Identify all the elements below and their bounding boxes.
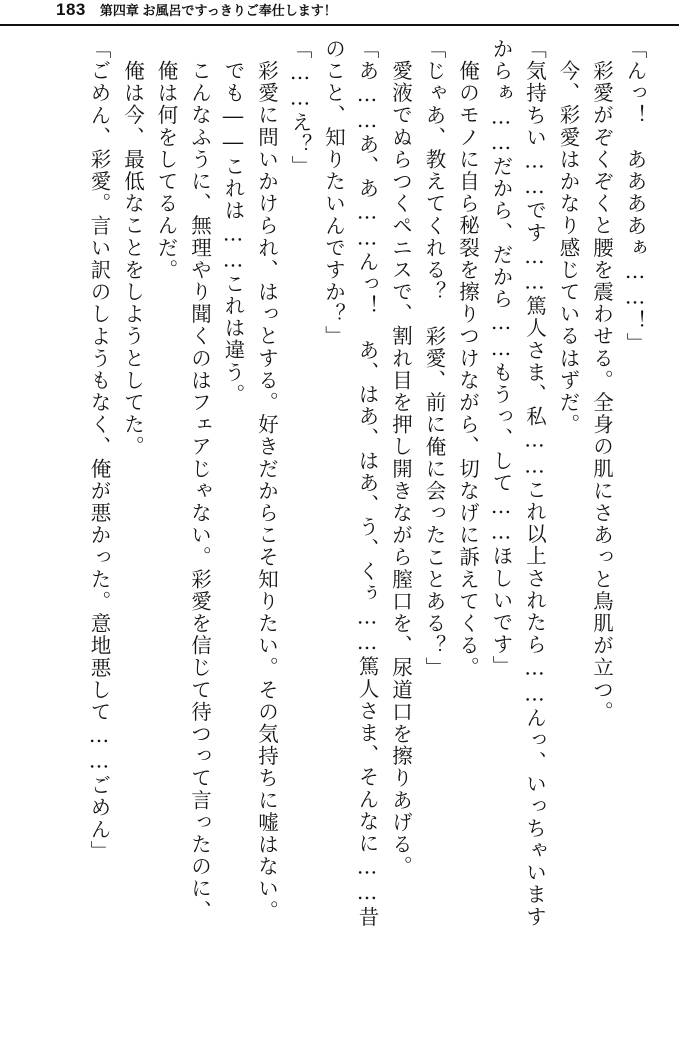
text-line: 俺のモノに自ら秘裂を擦りつけながら、切なげに訴えてくる。 <box>455 60 480 679</box>
running-head <box>0 0 679 26</box>
text-line: からぁ……だから、だから……もうっ、して……ほしいです」 <box>489 38 513 678</box>
text-line: 愛液でぬらつくペニスで、割れ目を押し開きながら膣口を、尿道口を擦りあげる。 <box>388 60 413 878</box>
chapter-title: 第四章 お風呂ですっきりご奉仕します！ <box>99 2 337 18</box>
text-line: 「じゃあ、教えてくれる？ 彩愛、前に俺に会ったことある？」 <box>422 38 446 679</box>
text-line: 俺は何をしてるんだ。 <box>154 60 178 281</box>
text-line: こんなふうに、無理やり聞くのはフェアじゃない。彩愛を信じて待つって言ったのに、 <box>187 60 212 922</box>
text-line: 俺は今、最低なことをしようとしてた。 <box>120 60 145 458</box>
text-line: 「……え？」 <box>288 38 312 178</box>
text-line: のこと、知りたいんですか？」 <box>321 38 346 348</box>
page-number: 183 <box>56 0 86 19</box>
text-line: 彩愛に問いかけられ、はっとする。好きだからこそ知りたい。その気持ちに嘘はない。 <box>254 60 279 922</box>
text-line: 今、彩愛はかなり感じているはずだ。 <box>556 60 580 436</box>
text-line: 「んっ！ ああああぁ……！」 <box>623 38 647 355</box>
text-line: 「ごめん、彩愛。言い訳のしようもなく、俺が悪かった。意地悪して……ごめん」 <box>87 38 111 863</box>
text-line: でも――これは……これは違う。 <box>221 60 245 406</box>
text-line: 「気持ちい……です……篤人さま、私……これ以上されたら……んっ、いっちゃいます <box>522 38 547 928</box>
text-line: 「あ……あ、あ……んっ！ あ、はあ、はあ、う、くぅ……篤人さま、そんなに……昔 <box>355 38 379 928</box>
page-body <box>0 38 679 1028</box>
text-line: 彩愛がぞくぞくと腰を震わせる。全身の肌にさあっと鳥肌が立つ。 <box>589 60 614 723</box>
